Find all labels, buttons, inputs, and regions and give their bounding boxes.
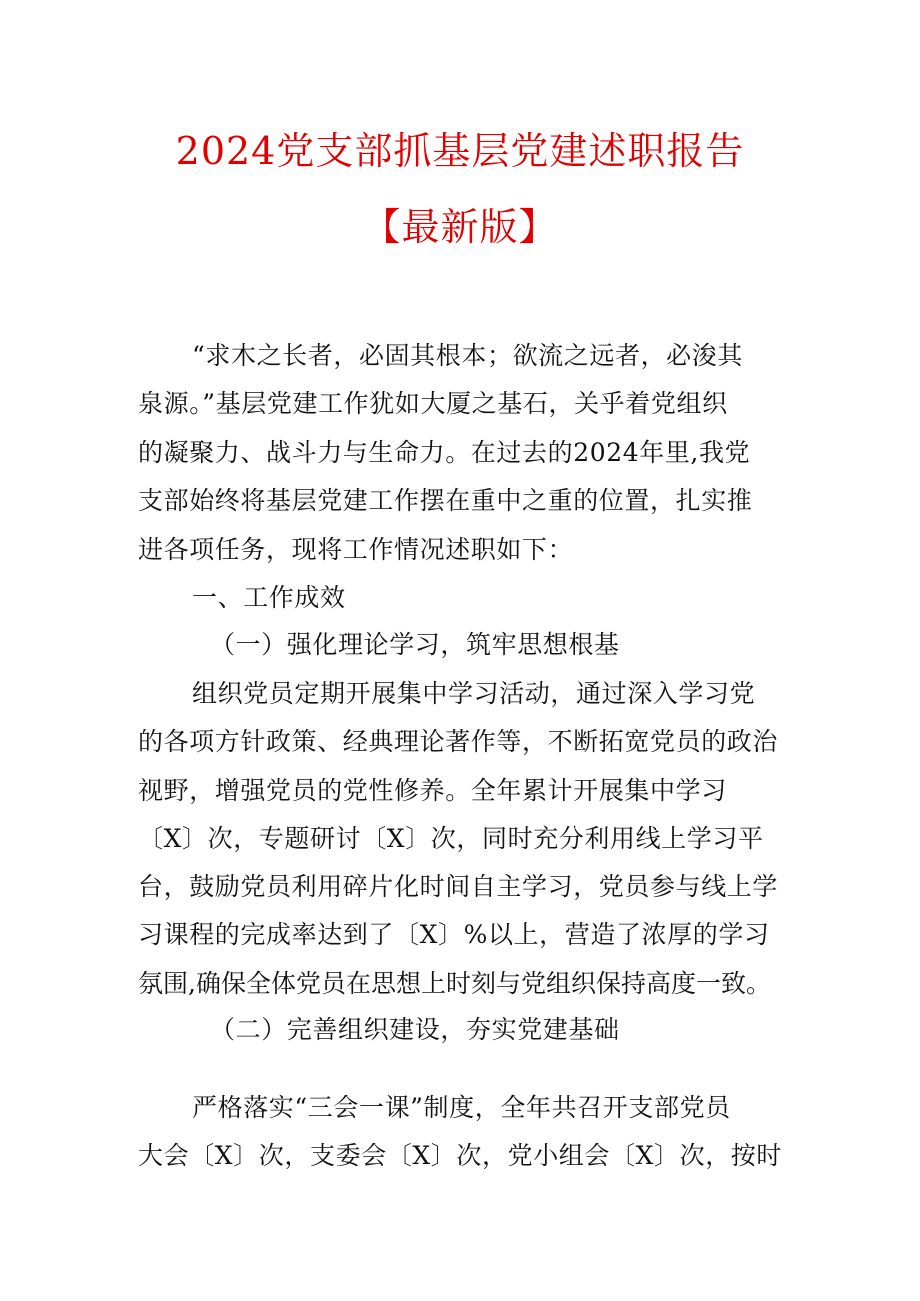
paragraph-line: 大会〔X〕次，支委会〔X〕次，党小组会〔X〕次，按时 bbox=[138, 1141, 782, 1170]
paragraph-line: 的凝聚力、战斗力与生命力。在过去的2024年里,我党 bbox=[138, 438, 751, 467]
document-title: 2024党支部抓基层党建述职报告 bbox=[175, 129, 745, 173]
paragraph-line: 习课程的完成率达到了〔X〕%以上，营造了浓厚的学习 bbox=[138, 920, 770, 949]
paragraph-line: 的各项方针政策、经典理论著作等，不断拓宽党员的政治 bbox=[138, 727, 779, 756]
section-heading: 一、工作成效 bbox=[192, 583, 346, 612]
subsection-heading: （一）强化理论学习，筑牢思想根基 bbox=[210, 630, 620, 659]
paragraph-line: 组织党员定期开展集中学习活动，通过深入学习党 bbox=[192, 679, 756, 708]
document-subtitle: 【最新版】 bbox=[362, 205, 558, 249]
paragraph-line: 进各项任务，现将工作情况述职如下： bbox=[138, 535, 574, 564]
paragraph-line: 台，鼓励党员利用碎片化时间自主学习，党员参与线上学 bbox=[138, 872, 779, 901]
paragraph-line: “求木之长者，必固其根本；欲流之远者，必浚其 bbox=[192, 341, 743, 370]
paragraph-line: 视野，增强党员的党性修养。全年累计开展集中学习 bbox=[138, 776, 727, 805]
paragraph-line: 氛围,确保全体党员在思想上时刻与党组织保持高度一致。 bbox=[138, 969, 771, 998]
paragraph-line: 严格落实“三会一课”制度，全年共召开支部党员 bbox=[192, 1093, 731, 1122]
paragraph-line: 支部始终将基层党建工作摆在重中之重的位置，扎实推 bbox=[138, 486, 753, 515]
paragraph-line: 〔X〕次，专题研讨〔X〕次，同时充分利用线上学习平 bbox=[138, 824, 764, 853]
paragraph-line: 泉源。”基层党建工作犹如大厦之基石，关乎着党组织 bbox=[138, 389, 728, 418]
subsection-heading: （二）完善组织建设，夯实党建基础 bbox=[210, 1015, 620, 1044]
